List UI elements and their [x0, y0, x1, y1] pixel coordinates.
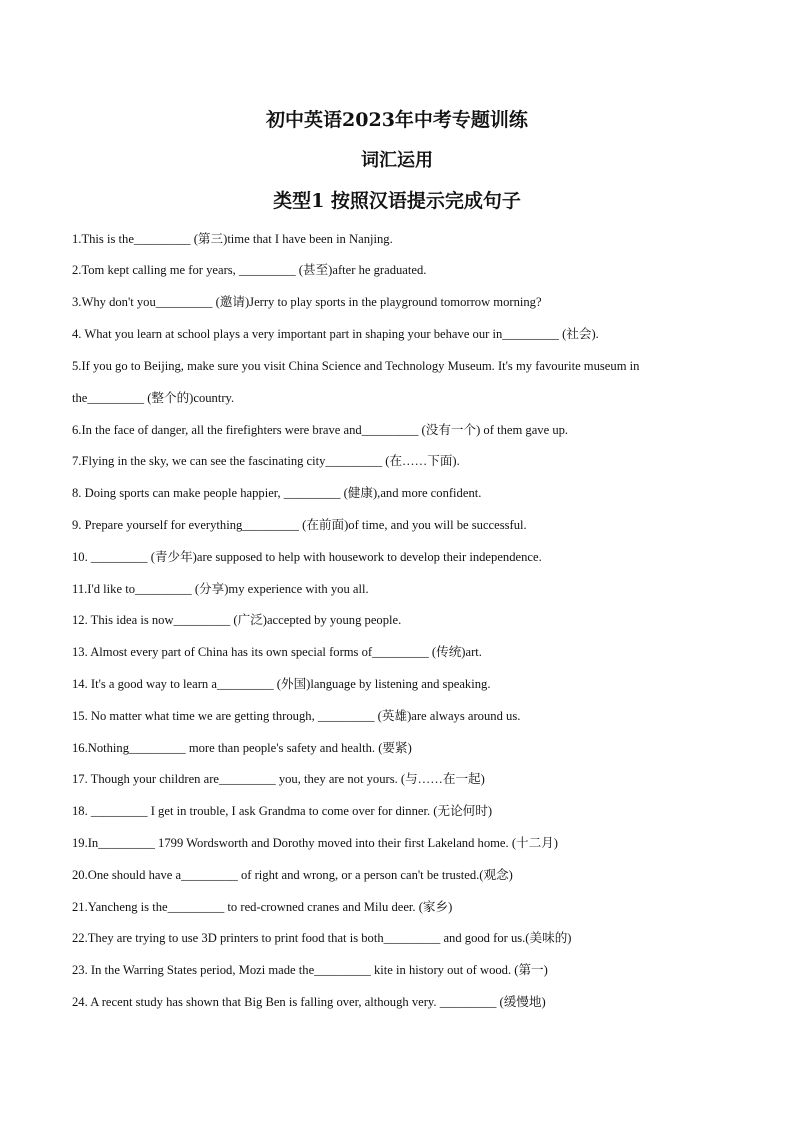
- question-item: 14. It's a good way to learn a_________ (外国)language by listening and speaking.: [72, 677, 491, 691]
- question-item: 21.Yancheng is the_________ to red-crowned cranes and Milu deer. (家乡): [72, 900, 453, 914]
- question-item: 10. _________ (青少年)are supposed to help with housework to develop their independence.: [72, 550, 542, 564]
- question-item: 9. Prepare yourself for everything_________ (在前面)of time, and you will be successful.: [72, 518, 527, 532]
- question-item: 17. Though your children are_________ you, they are not yours. (与……在一起): [72, 772, 485, 786]
- question-item: 20.One should have a_________ of right and wrong, or a person can't be trusted.(观念): [72, 868, 513, 882]
- question-item: 11.I'd like to_________ (分享)my experience with you all.: [72, 582, 369, 596]
- question-item: 16.Nothing_________ more than people's safety and health. (要紧): [72, 741, 412, 755]
- question-item: 6.In the face of danger, all the firefighters were brave and_________ (没有一个) of them gave up.: [72, 423, 569, 437]
- question-item: 15. No matter what time we are getting through, _________ (英雄)are always around us.: [72, 709, 521, 723]
- question-item: 2.Tom kept calling me for years, _________ (甚至)after he graduated.: [72, 263, 427, 277]
- question-item: 13. Almost every part of China has its own special forms of_________ (传统)art.: [72, 645, 482, 659]
- question-item: 7.Flying in the sky, we can see the fascinating city_________ (在……下面).: [72, 454, 460, 468]
- question-item: 4. What you learn at school plays a very important part in shaping your behave our in_________ (社会).: [72, 327, 599, 341]
- document-subtitle: 词汇运用: [361, 150, 433, 171]
- question-item: 19.In_________ 1799 Wordsworth and Dorothy moved into their first Lakeland home. (十二月): [72, 836, 558, 850]
- question-item-continued: the_________ (整个的)country.: [72, 391, 235, 405]
- question-item: 5.If you go to Beijing, make sure you visit China Science and Technology Museum. It's my favourite museum in: [72, 359, 640, 373]
- question-item: 18. _________ I get in trouble, I ask Grandma to come over for dinner. (无论何时): [72, 804, 493, 818]
- question-item: 3.Why don't you_________ (邀请)Jerry to play sports in the playground tomorrow morning?: [72, 295, 542, 309]
- document-title: 初中英语2023年中考专题训练: [266, 109, 528, 131]
- section-heading: 类型1 按照汉语提示完成句子: [273, 190, 521, 212]
- question-item: 8. Doing sports can make people happier, _________ (健康),and more confident.: [72, 486, 482, 500]
- question-item: 22.They are trying to use 3D printers to print food that is both_________ and good for us.(美味的): [72, 931, 572, 945]
- question-item: 1.This is the_________ (第三)time that I have been in Nanjing.: [72, 232, 393, 246]
- question-item: 24. A recent study has shown that Big Ben is falling over, although very. _________ (缓慢地): [72, 995, 546, 1009]
- question-item: 12. This idea is now_________ (广泛)accepted by young people.: [72, 613, 402, 627]
- question-item: 23. In the Warring States period, Mozi made the_________ kite in history out of wood. (第一): [72, 963, 548, 977]
